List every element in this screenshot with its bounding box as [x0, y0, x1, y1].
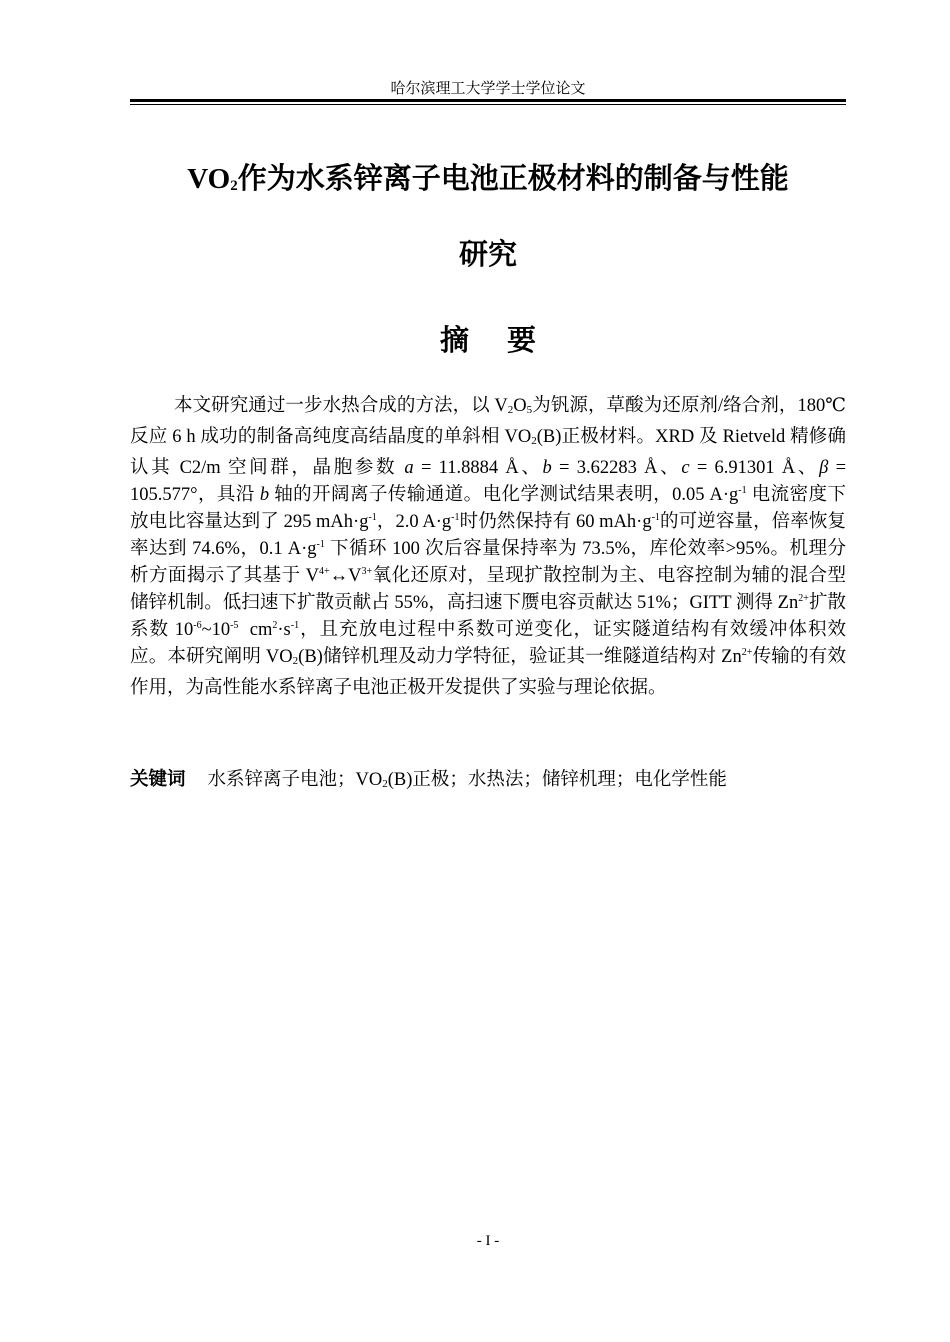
superscript: 3+	[361, 566, 373, 577]
superscript: -5	[230, 620, 239, 631]
keywords-line	[130, 766, 846, 798]
superscript: -1	[316, 539, 325, 550]
thesis-title-line-2: 研究	[458, 237, 517, 271]
superscript: -1	[451, 512, 460, 523]
title-formula-subscript: 2	[230, 178, 238, 194]
abstract-text: 扩散系数 10	[130, 593, 846, 640]
abstract-body	[130, 393, 846, 702]
superscript: 2+	[798, 593, 809, 604]
abstract-heading: 摘要	[439, 323, 574, 357]
abstract-text: 下循环 100 次后容量保持率为 73.5%，库伦效率>95%。机理分析方面揭示了其基于 V	[130, 539, 846, 586]
superscript: -1	[651, 512, 660, 523]
abstract-text: ~10	[201, 620, 231, 640]
superscript: 2+	[741, 647, 753, 658]
subscript: 2	[382, 778, 388, 790]
superscript: -1	[738, 485, 747, 496]
subscript: 2	[531, 435, 537, 447]
abstract-text: 为钒源，草酸为还原剂/络合剂，180℃反应 6 h 成功的制备高纯度高结晶度的单斜相 VO	[130, 396, 846, 447]
subscript: 2	[292, 655, 299, 667]
keywords-label: 关键词	[130, 769, 186, 790]
abstract-text: O	[513, 396, 527, 416]
lattice-param-beta: β	[819, 458, 829, 478]
abstract-text: 传输的有效作用，为高性能水系锌离子电池正极开发提供了实验与理论依据。	[130, 647, 846, 698]
superscript: -1	[368, 512, 377, 523]
abstract-text: 时仍然保持有 60 mAh·g	[459, 512, 652, 532]
abstract-text: = 105.577°，具沿	[130, 458, 847, 505]
abstract-text: 本文研究通过一步水热合成的方法，以 V	[174, 396, 508, 416]
abstract-text: = 6.91301 Å、	[689, 458, 820, 478]
superscript: -1	[290, 620, 300, 631]
title-text: 作为水系锌离子电池正极材料的制备与性能	[237, 161, 789, 195]
abstract-text: 氧化还原对，呈现扩散控制为主、电容控制为辅的混合型储锌机制。低扫速下扩散贡献占 55%，高扫速下赝电容贡献达 51%；GITT 测得 Zn	[130, 566, 846, 613]
abstract-text: = 11.8884 Å、	[413, 458, 543, 478]
abstract-text: (B)储锌机理及动力学特征，验证其一维隧道结构对 Zn	[298, 647, 742, 667]
page-header: 哈尔滨理工大学学士学位论文	[390, 81, 586, 97]
abstract-text: 的可逆容量，倍率恢复率达到 74.6%，0.1 A·g	[130, 512, 846, 559]
abstract-text: 电流密度下放电比容量达到了 295 mAh·g	[130, 485, 846, 532]
abstract-text: ↔V	[329, 566, 362, 586]
abstract-text: cm	[238, 620, 273, 640]
lattice-param-a: a	[404, 458, 414, 478]
subscript: 5	[526, 404, 533, 416]
thesis-title-line-1	[130, 160, 846, 204]
abstract-text: ，且充放电过程中系数可逆变化，证实隧道结构有效缓冲体积效应。本研究阐明 VO	[130, 620, 846, 667]
subscript: 2	[507, 404, 514, 416]
superscript: 2	[272, 620, 278, 631]
axis-b: b	[259, 485, 270, 505]
header-rule	[130, 99, 846, 105]
lattice-param-c: c	[681, 458, 690, 478]
title-formula	[187, 163, 237, 195]
abstract-text: (B)正极材料。XRD 及 Rietveld 精修确认其 C2/m 空间群，晶胞参数	[130, 427, 846, 478]
superscript: 4+	[319, 566, 330, 577]
keywords-text: (B)正极；水热法；储锌机理；电化学性能	[387, 770, 727, 790]
lattice-param-b: b	[542, 458, 552, 478]
abstract-text: ，2.0 A·g	[376, 512, 452, 532]
abstract-text: ·s	[277, 620, 291, 640]
title-formula-base: VO	[187, 163, 231, 195]
abstract-text: = 3.62283 Å、	[551, 458, 682, 478]
page-number: - I -	[476, 1233, 500, 1249]
superscript: -6	[193, 620, 202, 631]
keywords-text: 水系锌离子电池；VO	[207, 770, 383, 790]
abstract-text: 轴的开阔离子传输通道。电化学测试结果表明，0.05 A·g	[269, 485, 739, 505]
